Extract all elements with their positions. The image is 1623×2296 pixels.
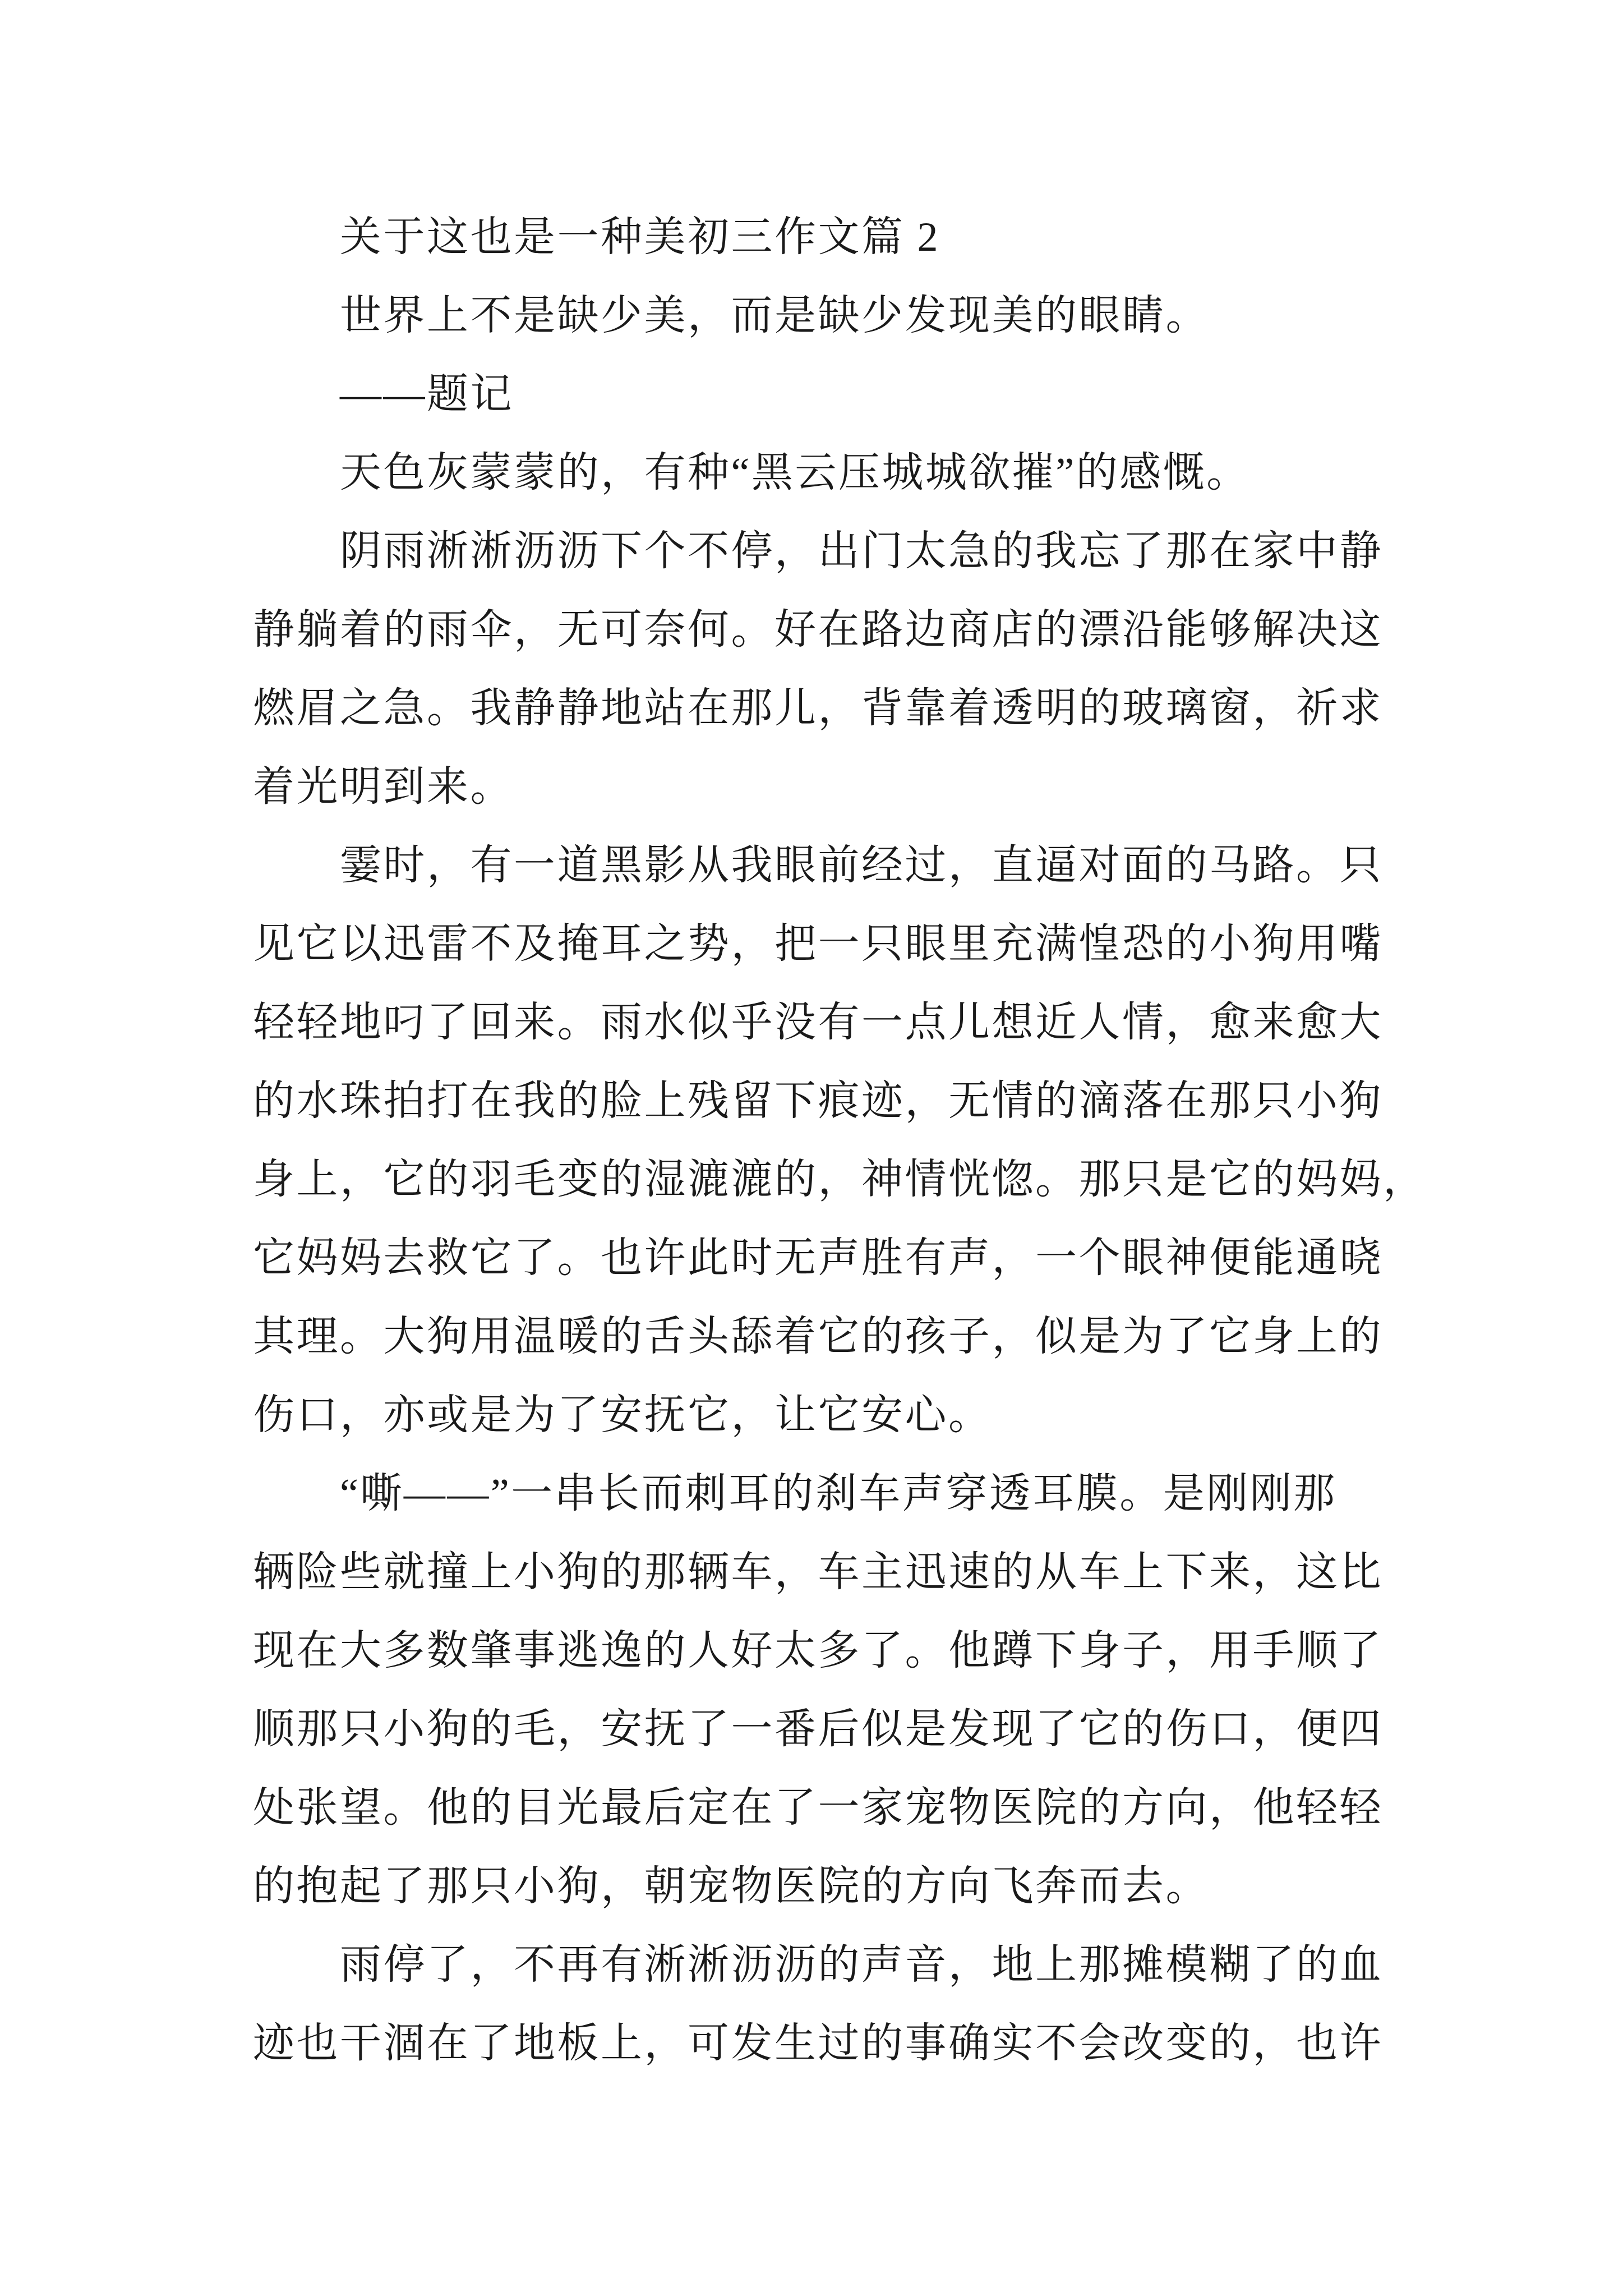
text-line: 关于这也是一种美初三作文篇 2 [340,214,940,260]
paragraph [253,1926,1442,2083]
text-line: 天色灰蒙蒙的，有种“黑云压城城欲摧”的感慨。 [340,450,1250,496]
epigraph [253,277,1442,355]
text-line: 其理。大狗用温暖的舌头舔着它的孩子，似是为了它身上的 [253,1314,1383,1360]
text-line: 雨停了，不再有淅淅沥沥的声音，地上那摊模糊了的血 [340,1942,1383,1988]
text-line: 伤口，亦或是为了安抚它，让它安心。 [253,1392,992,1438]
essay-title [253,198,1442,277]
essay-body [253,198,1442,2083]
text-line: 燃眉之急。我静静地站在那儿，背靠着透明的玻璃窗，祈求 [253,685,1383,731]
text-line: 的抱起了那只小狗，朝宠物医院的方向飞奔而去。 [253,1864,1209,1910]
text-line: 轻轻地叼了回来。雨水似乎没有一点儿想近人情，愈来愈大 [253,1000,1383,1046]
text-line: 着光明到来。 [253,764,514,810]
text-line: 顺那只小狗的毛，安抚了一番后似是发现了它的伤口，便四 [253,1706,1383,1752]
text-line: 辆险些就撞上小狗的那辆车，车主迅速的从车上下来，这比 [253,1549,1383,1595]
text-line: 身上，它的羽毛变的湿漉漉的，神情恍惚。那只是它的妈妈， [253,1157,1427,1203]
text-line: 它妈妈去救它了。也许此时无声胜有声，一个眼神便能通晓 [253,1235,1383,1281]
paragraph [253,512,1442,826]
text-line: ——题记 [340,371,514,417]
text-line: 的水珠拍打在我的脸上残留下痕迹，无情的滴落在那只小狗 [253,1078,1383,1124]
paragraph [253,1455,1442,1926]
text-line: 现在大多数肇事逃逸的人好太多了。他蹲下身子，用手顺了 [253,1628,1383,1674]
text-line: 见它以迅雷不及掩耳之势，把一只眼里充满惶恐的小狗用嘴 [253,921,1383,967]
text-line: 处张望。他的目光最后定在了一家宠物医院的方向，他轻轻 [253,1785,1383,1831]
text-line: 静躺着的雨伞，无可奈何。好在路边商店的漂沿能够解决这 [253,607,1383,653]
epigraph-attribution [253,355,1442,434]
paragraph [253,826,1442,1455]
paragraph [253,434,1442,512]
text-line: “嘶——”一串长而刺耳的刹车声穿透耳膜。是刚刚那 [340,1471,1337,1517]
text-line: 阴雨淅淅沥沥下个不停，出门太急的我忘了那在家中静 [340,528,1383,574]
text-line: 世界上不是缺少美，而是缺少发现美的眼睛。 [340,293,1209,339]
text-line: 迹也干涸在了地板上，可发生过的事确实不会改变的，也许 [253,2021,1383,2067]
text-line: 霎时，有一道黑影从我眼前经过，直逼对面的马路。只 [340,843,1383,889]
